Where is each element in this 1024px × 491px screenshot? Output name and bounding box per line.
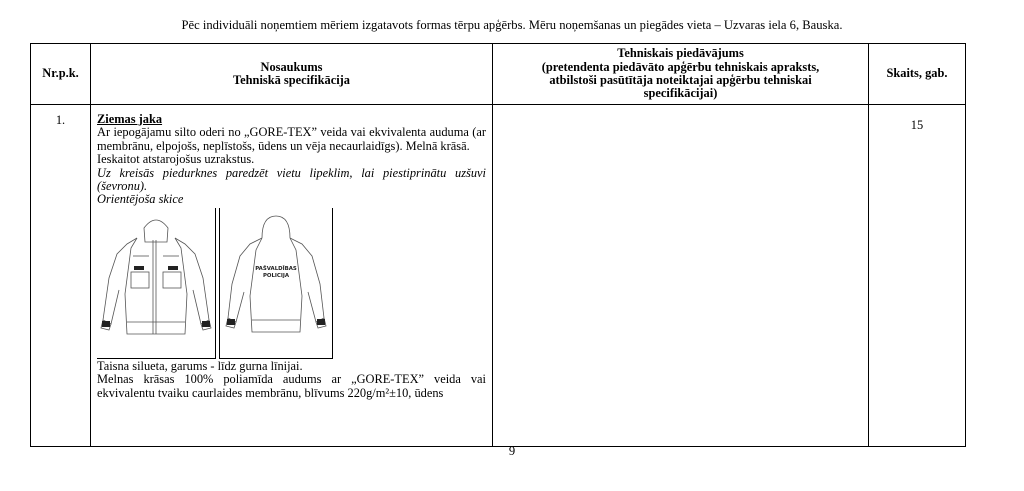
row-number: 1. <box>31 105 91 447</box>
header-tech-line4: specifikācijai) <box>643 86 718 101</box>
item-desc-5: Melnas krāsas 100% poliamīda audums ar „GORE-TEX” veida vai ekvivalentu tvaiku caurlaides membrānu, blīvums 220g/m²±10, ūdens <box>97 372 486 400</box>
item-desc-3: Uz kreisās piedurknes paredzēt vietu lipeklim, lai piestiprinātu uzšuvi (ševronu). <box>97 165 486 194</box>
sketch-caption: Orientējoša skice <box>97 192 184 207</box>
jacket-back-sketch <box>219 208 333 359</box>
sketch-area <box>97 208 486 360</box>
item-description-cell <box>91 105 493 447</box>
item-desc-2: Ieskaitot atstarojošus uzrakstus. <box>97 152 255 167</box>
header-qty: Skaits, gab. <box>869 44 966 105</box>
header-name-line1: Nosaukums <box>260 59 323 74</box>
back-label-line2: POLICIJA <box>262 272 290 279</box>
jacket-front-sketch <box>97 208 216 359</box>
item-title: Ziemas jaka <box>97 113 163 126</box>
header-name <box>91 44 493 105</box>
quantity-cell: 15 <box>869 105 966 447</box>
header-tech-line2: (pretendenta piedāvāto apģērbu tehniskais apraksts, <box>541 59 820 74</box>
header-tech <box>493 44 869 105</box>
back-label-line1: PAŠVALDĪBAS <box>255 265 297 272</box>
header-name-line2: Tehniskā specifikācija <box>233 73 350 87</box>
item-desc-4: Taisna silueta, garums - līdz gurna līnijai. <box>97 358 303 373</box>
intro-text: Pēc individuāli noņemtiem mēriem izgatavots formas tērpu apģērbs. Mēru noņemšanas un piegādes vieta – Uzvaras iela 6, Bauska. <box>181 18 843 32</box>
specification-table <box>30 43 966 447</box>
page-number: 9 <box>508 444 516 458</box>
header-tech-line1: Tehniskais piedāvājums <box>617 46 744 61</box>
table-row <box>31 105 966 447</box>
technical-offer-cell <box>493 105 869 447</box>
header-tech-line3: atbilstoši pasūtītāja noteiktajai apģērbu tehniskai <box>549 73 812 87</box>
item-desc-1: Ar iepogājamu silto oderi no „GORE-TEX” veida vai ekvivalenta auduma (ar membrānu, elpojošs, neplīstošs, ūdens un vēja necaurlaidīgs). Melnā krāsā. <box>97 125 486 153</box>
header-nr: Nr.p.k. <box>31 44 91 105</box>
table-header-row <box>31 44 966 105</box>
